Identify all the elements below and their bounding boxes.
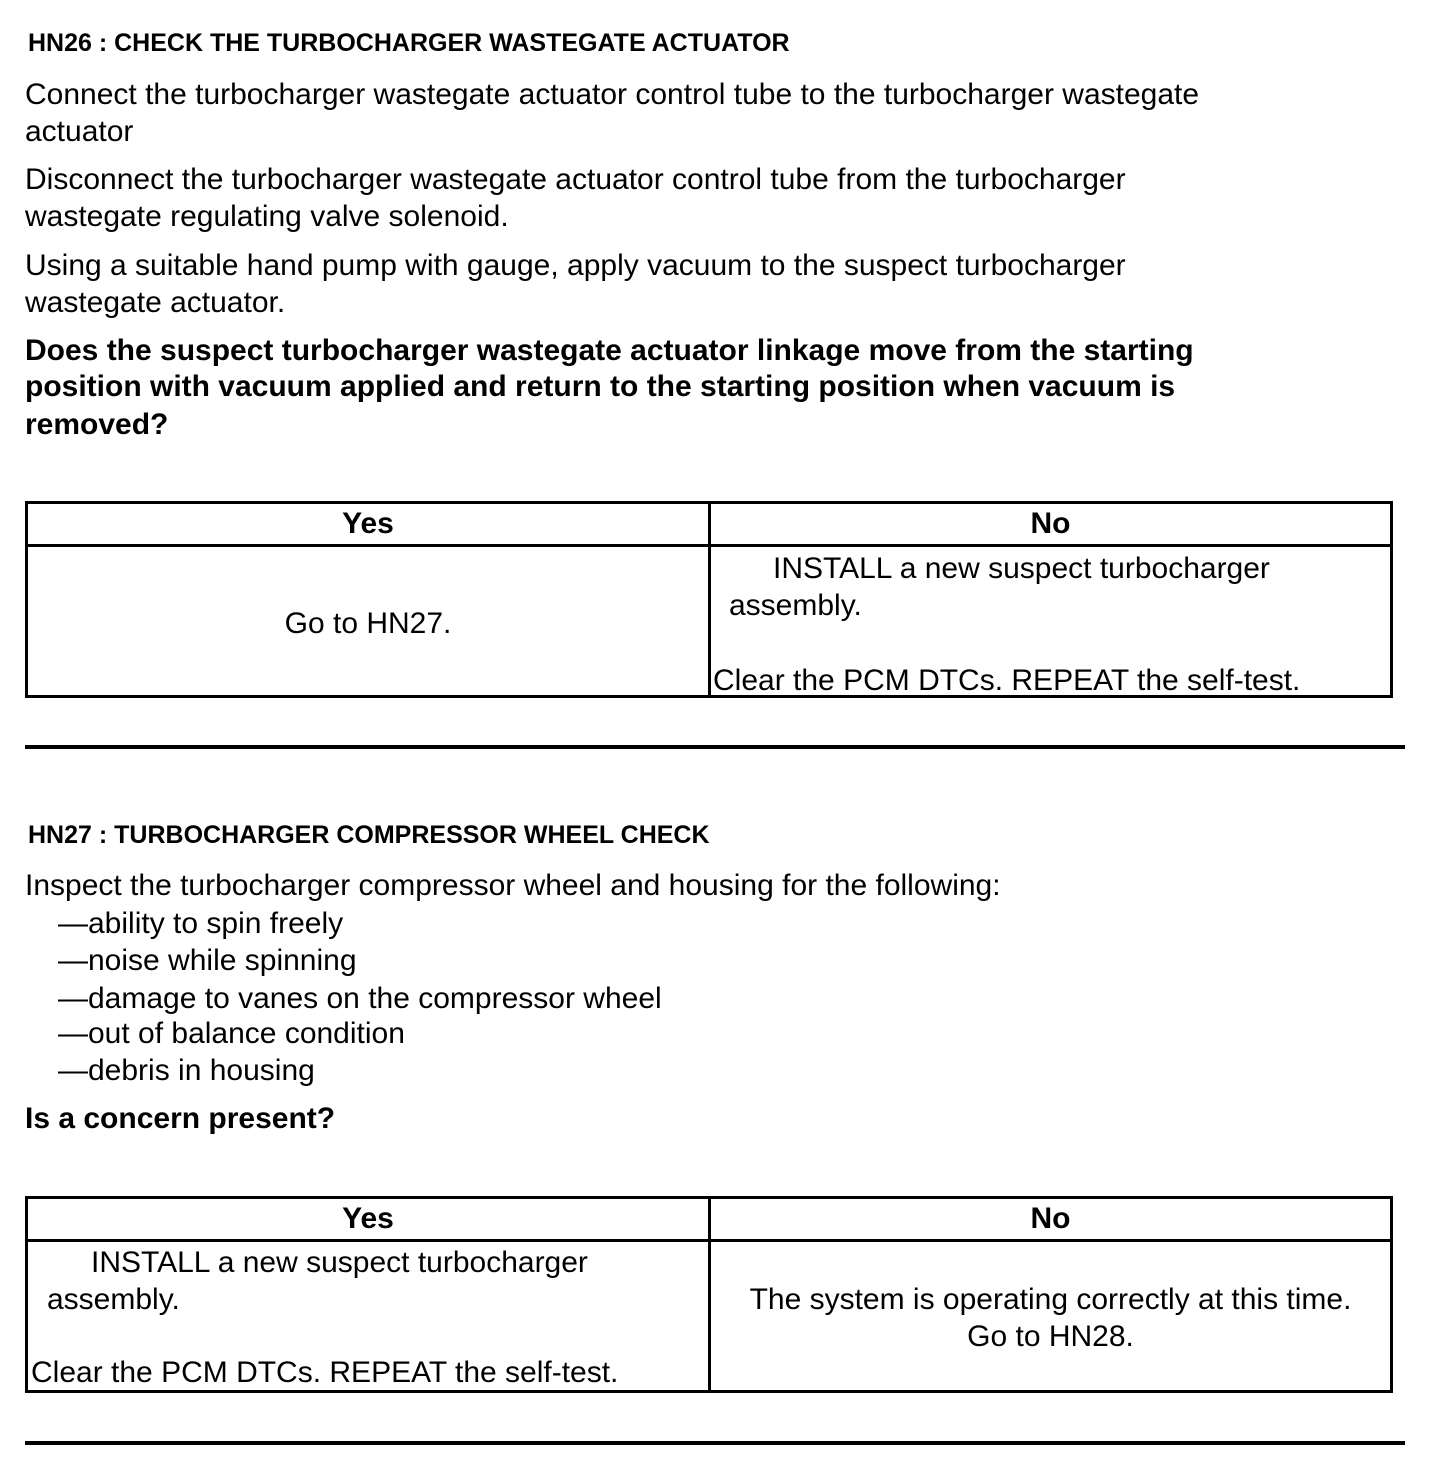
no-cell-line: The system is operating correctly at this time. [749, 1283, 1352, 1316]
question-line: position with vacuum applied and return to the starting position when vacuum is [25, 370, 1176, 403]
header-divider [28, 1239, 1390, 1242]
yes-column-header: Yes [342, 1202, 394, 1235]
instruction-line: wastegate actuator. [25, 286, 286, 319]
inspection-item: —out of balance condition [58, 1017, 405, 1050]
instruction-line: Inspect the turbocharger compressor wheel and housing for the following: [25, 869, 1001, 902]
inspection-item: —damage to vanes on the compressor wheel [58, 982, 662, 1015]
no-cell-line: assembly. [729, 589, 862, 622]
step-hn27-title: HN27 : TURBOCHARGER COMPRESSOR WHEEL CHECK [28, 821, 710, 849]
section-divider [25, 745, 1405, 749]
yes-cell-line: Clear the PCM DTCs. REPEAT the self-test. [31, 1356, 619, 1389]
inspection-item: —noise while spinning [58, 944, 357, 977]
hn27-answer-table [25, 1196, 1393, 1393]
instruction-line: Disconnect the turbocharger wastegate actuator control tube from the turbocharger [25, 163, 1126, 196]
question-line: removed? [25, 408, 169, 441]
instruction-line: wastegate regulating valve solenoid. [25, 200, 509, 233]
yes-cell-text: Go to HN27. [284, 607, 452, 640]
question-line: Is a concern present? [25, 1102, 336, 1135]
no-cell-line: Go to HN28. [967, 1320, 1134, 1353]
no-cell-line: INSTALL a new suspect turbocharger [773, 552, 1270, 585]
section-divider [25, 1441, 1405, 1445]
no-cell-line: Clear the PCM DTCs. REPEAT the self-test. [713, 664, 1301, 697]
instruction-line: Using a suitable hand pump with gauge, apply vacuum to the suspect turbocharger [25, 249, 1126, 282]
yes-column-header: Yes [342, 507, 394, 540]
inspection-item: —ability to spin freely [58, 907, 344, 940]
instruction-line: actuator [25, 115, 134, 148]
no-column-header: No [1030, 507, 1071, 540]
instruction-line: Connect the turbocharger wastegate actuator control tube to the turbocharger wastegate [25, 78, 1200, 111]
yes-cell-line: INSTALL a new suspect turbocharger [91, 1246, 588, 1279]
question-line: Does the suspect turbocharger wastegate actuator linkage move from the starting [25, 334, 1194, 367]
yes-cell-line: assembly. [47, 1283, 180, 1316]
step-hn26-title: HN26 : CHECK THE TURBOCHARGER WASTEGATE ACTUATOR [28, 29, 790, 57]
inspection-item: —debris in housing [58, 1054, 315, 1087]
no-column-header: No [1030, 1202, 1071, 1235]
hn26-answer-table [25, 501, 1393, 698]
header-divider [28, 544, 1390, 547]
